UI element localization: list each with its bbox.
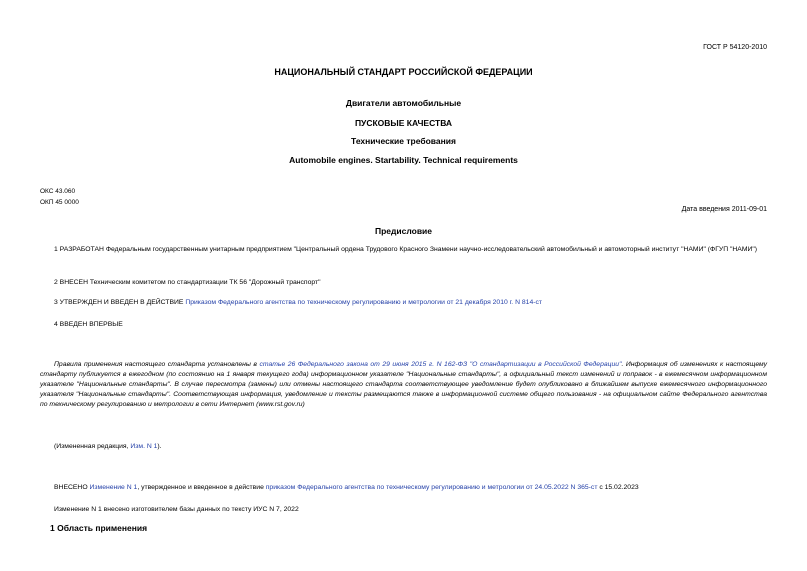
- amendment-note: [40, 442, 767, 452]
- foreword-item-1: 1 РАЗРАБОТАН Федеральным государственным унитарным предприятием "Центральный ордена Трудового Красного Знамени научно-исследовательский автомобильный и автомоторный институт "НАМИ" (ФГУП "НАМИ"): [54, 246, 758, 253]
- amendment-note-suffix: ).: [157, 443, 162, 450]
- subject-heading: Двигатели автомобильные: [345, 98, 462, 108]
- foreword-item-2: 2 ВНЕСЕН Техническим комитетом по стандартизации ТК 56 "Дорожный транспорт": [54, 279, 321, 286]
- intro-date: Дата введения 2011-09-01: [681, 206, 767, 213]
- foreword-item-4: 4 ВВЕДЕН ВПЕРВЫЕ: [54, 321, 123, 328]
- introduced-prefix: ВНЕСЕНО: [54, 484, 90, 491]
- introduced-middle: , утвержденное и введенное в действие: [137, 484, 266, 491]
- gost-number: ГОСТ Р 54120-2010: [703, 44, 767, 51]
- introduced-suffix: с 15.02.2023: [597, 484, 639, 491]
- order-2010-link[interactable]: Приказом Федерального агентства по техническому регулированию и метрологии от 21 декабря 2010 г. N 814-ст: [185, 299, 542, 306]
- order-2022-link[interactable]: приказом Федерального агентства по техническому регулированию и метрологии от 24.05.2022 N 365-ст: [265, 484, 598, 491]
- rules-paragraph: [40, 360, 767, 410]
- amendment-note-prefix: (Измененная редакция,: [54, 443, 131, 450]
- change-1-link[interactable]: Изменение N 1: [89, 484, 138, 491]
- change-note: Изменение N 1 внесено изготовителем базы данных по тексту ИУС N 7, 2022: [54, 506, 299, 513]
- federal-law-link[interactable]: статье 26 Федерального закона от 29 июня 2015 г. N 162-ФЗ "О стандартизации в Российской Федерации": [259, 361, 622, 368]
- national-standard-heading: НАЦИОНАЛЬНЫЙ СТАНДАРТ РОССИЙСКОЙ ФЕДЕРАЦИИ: [274, 67, 533, 77]
- section-1-heading: 1 Область применения: [50, 523, 148, 533]
- okp-code: ОКП 45 0000: [40, 199, 79, 206]
- subtitle-heading: Технические требования: [351, 136, 456, 146]
- title-heading: ПУСКОВЫЕ КАЧЕСТВА: [354, 118, 453, 128]
- rules-suffix: . Информация об изменениях к настоящему стандарту публикуется в ежегодном (по состоянию на 1 января текущего года) информационном указателе "Национальные стандарты", а официальный текст изменений и поправок - в ежемесячном информационном указателе "Национальные стандарты". В случае пересмотра (замены) или отмены настоящего стандарта соответствующее уведомление будет опубликовано в ближайшем выпуске ежемесячного информационного указателя "Национальные стандарты". Соответствующая информация, уведомление и тексты размещаются также в информационной системе общего пользования - на официальном сайте Федерального агентства по техническому регулированию и метрологии в сети Интернет (www.rst.gov.ru): [40, 361, 767, 408]
- foreword-heading: Предисловие: [374, 226, 433, 236]
- amendment-1-link[interactable]: Изм. N 1: [130, 443, 158, 450]
- foreword-item-3-text: 3 УТВЕРЖДЕН И ВВЕДЕН В ДЕЙСТВИЕ: [54, 299, 186, 306]
- oks-code: ОКС 43.060: [40, 188, 76, 195]
- english-title: Automobile engines. Startability. Technical requirements: [289, 155, 518, 165]
- classification-codes: [40, 186, 79, 208]
- rules-prefix: Правила применения настоящего стандарта установлены в: [54, 361, 260, 368]
- foreword-item-3: [40, 298, 767, 308]
- introduced-paragraph: [40, 483, 767, 493]
